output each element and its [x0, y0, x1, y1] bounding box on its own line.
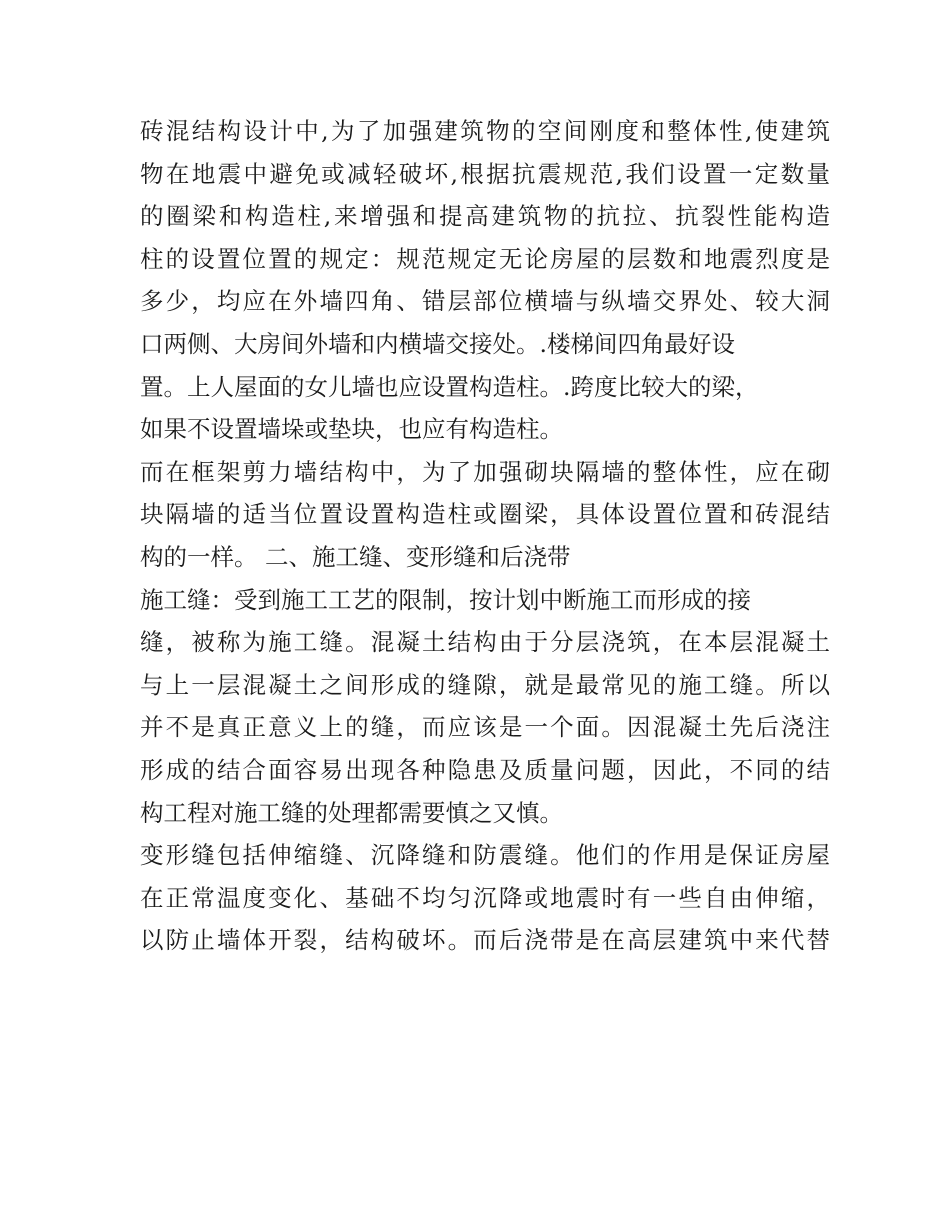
text-line: 口两侧、大房间外墙和内横墙交接处。.楼梯间四角最好设 [140, 329, 735, 358]
text-line: 物在地震中避免或减轻破坏,根据抗震规范,我们设置一定数量 [140, 159, 830, 188]
text-line: 而在框架剪力墙结构中，为了加强砌块隔墙的整体性，应在砌 [140, 457, 830, 486]
text-line: 多少，均应在外墙四角、错层部位横墙与纵墙交界处、较大洞 [140, 287, 830, 316]
text-line: 在正常温度变化、基础不均匀沉降或地震时有一些自由伸缩， [140, 883, 830, 912]
text-line: 缝，被称为施工缝。混凝土结构由于分层浇筑，在本层混凝土 [140, 628, 830, 657]
text-line: 块隔墙的适当位置设置构造柱或圈梁，具体设置位置和砖混结 [140, 500, 830, 529]
text-line: 以防止墙体开裂，结构破坏。而后浇带是在高层建筑中来代替 [140, 926, 830, 955]
text-line: 柱的设置位置的规定：规范规定无论房屋的层数和地震烈度是 [140, 244, 830, 273]
text-line: 如果不设置墙垛或垫块，也应有构造柱。 [140, 415, 563, 444]
text-line: 与上一层混凝土之间形成的缝隙，就是最常见的施工缝。所以 [140, 670, 830, 699]
text-line: 构的一样。 二、施工缝、变形缝和后浇带 [140, 542, 571, 571]
text-line: 砖混结构设计中,为了加强建筑物的空间刚度和整体性,使建筑 [140, 117, 830, 145]
body-text [140, 110, 830, 962]
text-line: 的圈梁和构造柱,来增强和提高建筑物的抗拉、抗裂性能构造 [140, 202, 830, 231]
text-line: 施工缝：受到施工工艺的限制，按计划中断施工而形成的接 [140, 585, 751, 614]
text-line: 形成的结合面容易出现各种隐患及质量问题，因此，不同的结 [140, 755, 830, 784]
text-line: 置。上人屋面的女儿墙也应设置构造柱。.跨度比较大的梁， [140, 372, 759, 401]
text-line: 并不是真正意义上的缝，而应该是一个面。因混凝土先后浇注 [140, 713, 830, 742]
text-line: 变形缝包括伸缩缝、沉降缝和防震缝。他们的作用是保证房屋 [140, 841, 830, 870]
text-line: 构工程对施工缝的处理都需要慎之又慎。 [140, 798, 563, 827]
